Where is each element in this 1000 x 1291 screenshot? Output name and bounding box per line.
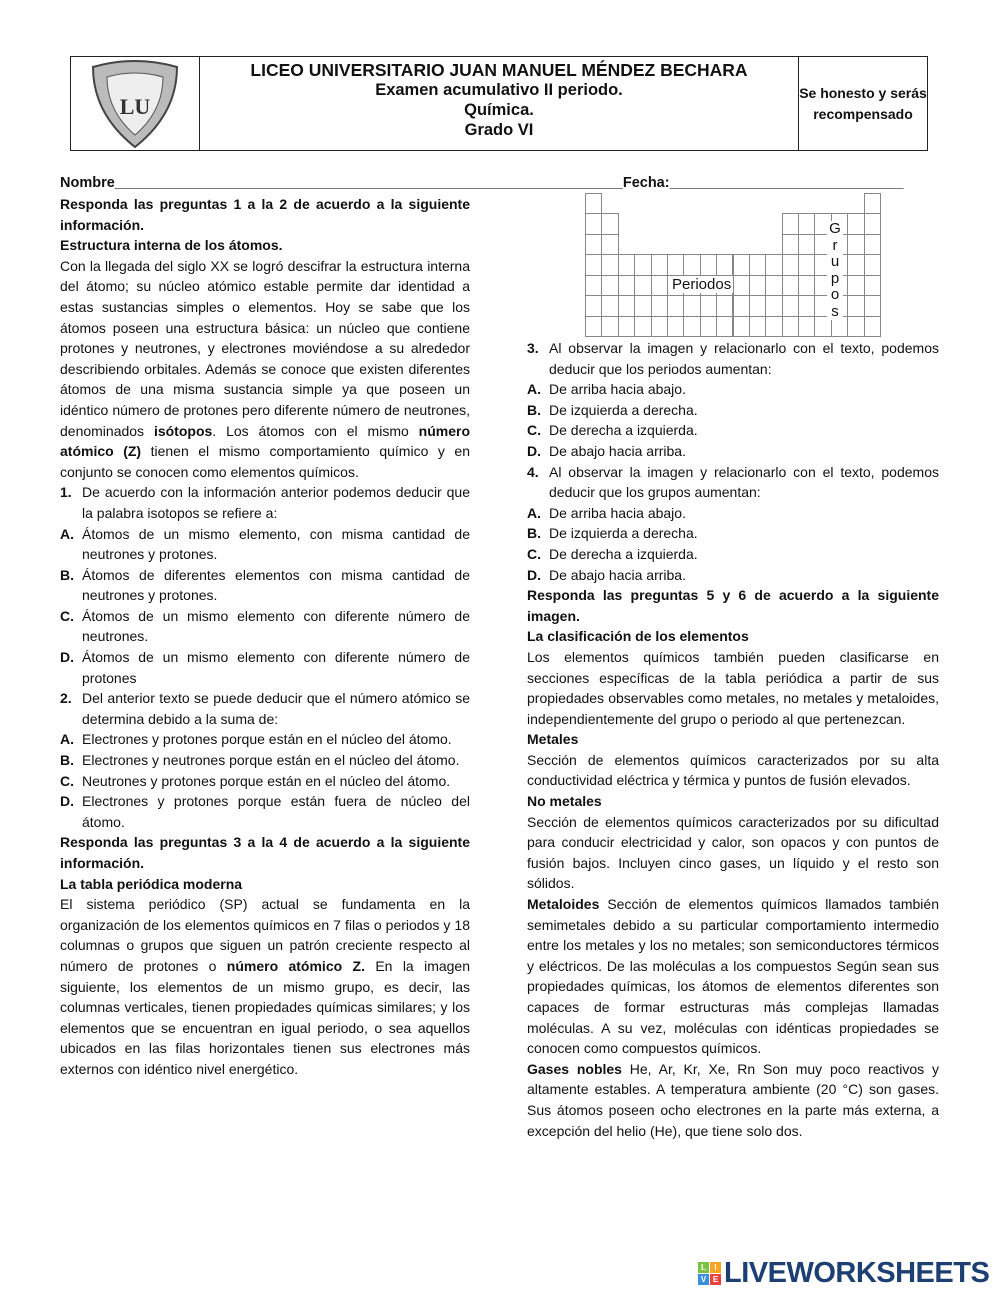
- table-cell: [847, 254, 864, 275]
- table-cell: [667, 316, 684, 337]
- table-cell: [749, 295, 766, 316]
- table-cell: [716, 295, 733, 316]
- table-cell: [749, 254, 766, 275]
- table-cell: [765, 295, 782, 316]
- question-stem: 3. Al observar la imagen y relacionarlo con el texto, podemos deducir que los periodos aumentan:: [527, 340, 939, 377]
- table-cell: [765, 275, 782, 296]
- answer-option[interactable]: [527, 441, 939, 462]
- table-cell: [847, 316, 864, 337]
- option-text: De arriba hacia abajo.: [549, 504, 686, 521]
- table-cell: [634, 316, 651, 337]
- table-cell: [667, 254, 684, 275]
- table-cell: [667, 295, 684, 316]
- table-cell: [798, 316, 815, 337]
- table-cell: [798, 234, 815, 255]
- gases-paragraph: Gases nobles He, Ar, Kr, Xe, Rn Son muy poco reactivos y altamente estables. A temperatura ambiente (20 °C) son gases. Sus átomos poseen ocho electrones en la parte más externa, a excepción del helio (He), que tiene solo dos.: [527, 1060, 939, 1139]
- option-text: Átomos de un mismo elemento, con misma cantidad de neutrones y protones.: [82, 525, 470, 563]
- table-cell: [601, 295, 618, 316]
- table-cell: [749, 275, 766, 296]
- table-cell: [798, 213, 815, 234]
- grade: Grado VI: [464, 121, 534, 139]
- option-text: Electrones y neutrones porque están en el núcleo del átomo.: [82, 752, 460, 769]
- subject: Química.: [464, 101, 534, 119]
- question-3: [527, 338, 939, 462]
- paragraph: Los elementos químicos también pueden clasificarse en secciones específicas de la tabla periódica a partir de sus propiedades observables como metales, no metales y metaloides, independientemente del grupo o periodo al que pertenezcan.: [527, 648, 939, 727]
- table-cell: [782, 316, 799, 337]
- question-stem: 4. Al observar la imagen y relacionarlo con el texto, podemos deducir que los grupos aumentan:: [527, 463, 939, 501]
- metales-heading: Metales: [527, 731, 579, 748]
- table-cell: [618, 295, 635, 316]
- option-text: De izquierda a derecha.: [549, 525, 698, 542]
- left-column: [60, 194, 470, 1080]
- table-cell: [765, 254, 782, 275]
- badge-letter: I: [710, 1262, 721, 1273]
- paragraph: El sistema periódico (SP) actual se fundamenta en la organización de los elementos químicos en 7 filas o periodos y 18 columnas o grupos que siguen un patrón creciente respecto al número de protones o número atómico Z. En la imagen siguiente, los elementos de un mismo grupo, es decir, las columnas verticales, tienen propiedades químicas similares; y los elementos que se encuentran en igual periodo, o sea aquellos ubicados en las filas horizontales tienen sus electrones más externos con idéntico nivel energético.: [60, 896, 471, 1077]
- answer-option[interactable]: [60, 771, 470, 792]
- option-letter: D.: [527, 566, 541, 583]
- table-cell: [601, 213, 618, 234]
- table-cell: [782, 213, 799, 234]
- option-letter: C.: [527, 545, 541, 562]
- table-cell: [733, 254, 750, 275]
- question-stem: 1. De acuerdo con la información anterior podemos deducir que la palabra isotopos se refiere a:: [60, 484, 470, 521]
- option-text: Electrones y protones porque están en el núcleo del átomo.: [82, 731, 452, 748]
- option-text: De arriba hacia abajo.: [549, 381, 686, 398]
- table-cell: [847, 295, 864, 316]
- option-text: Neutrones y protones porque están en el núcleo del átomo.: [82, 772, 451, 789]
- periods-label: Periodos: [672, 276, 732, 293]
- name-label: Nombre: [60, 175, 115, 191]
- section-heading: Estructura interna de los átomos.: [60, 237, 283, 254]
- table-cell: [716, 316, 733, 337]
- table-cell: [782, 275, 799, 296]
- table-cell: [683, 316, 700, 337]
- answer-option[interactable]: [527, 379, 939, 400]
- answer-option[interactable]: [60, 647, 470, 688]
- table-cell: [683, 295, 700, 316]
- table-cell: [651, 275, 668, 296]
- answer-option[interactable]: [527, 420, 939, 441]
- name-date-line: [60, 175, 940, 191]
- option-letter: D.: [60, 649, 74, 666]
- answer-option[interactable]: [60, 606, 470, 647]
- table-cell: [864, 234, 881, 255]
- badge-letter: E: [710, 1274, 721, 1285]
- option-letter: A.: [60, 731, 74, 748]
- table-cell: [651, 254, 668, 275]
- table-cell: [733, 295, 750, 316]
- option-letter: B.: [527, 525, 541, 542]
- option-letter: C.: [60, 607, 74, 624]
- school-name: LICEO UNIVERSITARIO JUAN MANUEL MÉNDEZ BECHARA: [250, 60, 748, 80]
- table-cell: [847, 234, 864, 255]
- badge-letter: L: [698, 1262, 709, 1273]
- table-cell: [651, 316, 668, 337]
- answer-option[interactable]: [60, 524, 470, 565]
- table-cell: [864, 275, 881, 296]
- table-cell: [585, 275, 602, 296]
- table-cell: [634, 254, 651, 275]
- option-text: De abajo hacia arriba.: [549, 566, 686, 583]
- table-cell: [683, 254, 700, 275]
- option-letter: D.: [527, 442, 541, 459]
- table-cell: [847, 275, 864, 296]
- answer-option[interactable]: [527, 544, 939, 565]
- table-cell: [864, 213, 881, 234]
- table-cell: [618, 316, 635, 337]
- brand-name: LIVEWORKSHEETS: [724, 1257, 990, 1289]
- option-text: Electrones y protones porque están fuera de núcleo del átomo.: [82, 793, 470, 830]
- metaloides-paragraph: Metaloides Sección de elementos químicos llamados también semimetales debido a su particular comportamiento intermedio entre los metales y los no metales; son semiconductores térmicos y eléctricos. De las moléculas a los compuestos Según sean sus propiedades químicas, los átomos de elementos diferentes son capaces de formar estructuras más complejas llamadas moléculas. A su vez, moléculas con idénticas propiedades se conocen como compuestos químicos.: [527, 896, 939, 1057]
- answer-option[interactable]: [60, 791, 470, 832]
- shield-logo-icon: [85, 59, 185, 149]
- exam-name: Examen acumulativo II periodo.: [375, 81, 623, 99]
- right-column: [527, 338, 939, 1141]
- table-cell: [733, 316, 750, 337]
- table-cell: [618, 275, 635, 296]
- section-heading: La clasificación de los elementos: [527, 628, 749, 645]
- table-cell: [585, 254, 602, 275]
- table-cell: [700, 254, 717, 275]
- table-cell: [585, 234, 602, 255]
- option-letter: D.: [60, 793, 74, 810]
- table-cell: [585, 193, 602, 214]
- question-4: [527, 462, 939, 586]
- table-cell: [798, 295, 815, 316]
- table-cell: [601, 316, 618, 337]
- option-letter: C.: [527, 422, 541, 439]
- table-cell: [864, 295, 881, 316]
- liveworksheets-logo: [698, 1257, 989, 1290]
- option-text: Átomos de diferentes elementos con misma cantidad de neutrones y protones.: [82, 566, 470, 604]
- table-cell: [847, 213, 864, 234]
- instruction: Responda las preguntas 1 a la 2 de acuerdo a la siguiente información.: [60, 196, 470, 233]
- question-stem: 2. Del anterior texto se puede deducir que el número atómico se determina debido a la suma de:: [60, 690, 470, 727]
- table-cell: [700, 295, 717, 316]
- nometales-heading: No metales: [527, 793, 602, 810]
- table-cell: [765, 316, 782, 337]
- table-cell: [716, 254, 733, 275]
- answer-option[interactable]: [60, 750, 470, 771]
- table-cell: [782, 234, 799, 255]
- table-cell: [798, 254, 815, 275]
- option-letter: C.: [60, 772, 74, 789]
- name-field[interactable]: _______________________________________________________________: [114, 175, 623, 191]
- svg-text:LU: LU: [119, 93, 151, 119]
- answer-option[interactable]: [527, 523, 939, 544]
- table-cell: [651, 295, 668, 316]
- answer-option[interactable]: [527, 565, 939, 586]
- table-cell: [782, 254, 799, 275]
- header-box: [70, 56, 928, 151]
- option-text: De derecha a izquierda.: [549, 422, 698, 439]
- instruction: Responda las preguntas 3 a la 4 de acuerdo a la siguiente información.: [60, 834, 470, 871]
- table-cell: [634, 295, 651, 316]
- instruction: Responda las preguntas 5 y 6 de acuerdo a la siguiente imagen.: [527, 587, 939, 624]
- table-cell: [782, 295, 799, 316]
- paragraph: Con la llegada del siglo XX se logró descifrar la estructura interna del átomo; su núcleo atómico estable permite dar identidad a estas sustancias simples o elementos. Hoy se sabe que los átomos poseen una estructura básica: un núcleo que contiene protones y neutrones, y electrones moviéndose a su alrededor describiendo orbitales. Además se conoce que existen diferentes átomos de una misma sustancia simple ya que poseen un idéntico número de protones pero diferente número de neutrones, denominados isótopos. Los átomos con el mismo número atómico (Z) tienen el mismo comportamiento químico y en conjunto se conocen como elementos químicos.: [60, 257, 470, 480]
- option-letter: B.: [60, 566, 74, 583]
- table-cell: [749, 316, 766, 337]
- date-field[interactable]: _____________________________: [669, 175, 904, 191]
- live-badge-icon: [698, 1262, 721, 1285]
- table-cell: [864, 193, 881, 214]
- nometales-text: Sección de elementos químicos caracterizados por su dificultad para conducir electricidad y calor, son opacos y con puntos de fusión bajos. Incluyen cinco gases, un líquido y el resto son sólidos.: [527, 813, 939, 892]
- option-letter: B.: [60, 752, 74, 769]
- header-title: [200, 57, 799, 150]
- table-cell: [585, 213, 602, 234]
- section-heading: La tabla periódica moderna: [60, 875, 243, 892]
- option-text: Átomos de un mismo elemento con diferente número de neutrones.: [82, 607, 470, 645]
- date-label: Fecha:: [622, 175, 670, 191]
- table-cell: [601, 275, 618, 296]
- table-cell: [601, 234, 618, 255]
- school-logo: [71, 57, 200, 150]
- table-cell: [601, 254, 618, 275]
- table-cell: [700, 316, 717, 337]
- table-cell: [798, 275, 815, 296]
- option-text: Átomos de un mismo elemento con diferente número de protones: [82, 649, 470, 686]
- table-cell: [733, 275, 750, 296]
- option-text: De derecha a izquierda.: [549, 545, 698, 562]
- option-letter: A.: [527, 504, 541, 521]
- table-cell: [585, 316, 602, 337]
- table-cell: [864, 254, 881, 275]
- answer-option[interactable]: [60, 565, 470, 606]
- answer-option[interactable]: [527, 503, 939, 524]
- option-letter: A.: [60, 525, 74, 542]
- table-cell: [618, 254, 635, 275]
- motto: Se honesto y serás recompensado: [799, 84, 927, 122]
- groups-label: G r u p o s: [827, 221, 843, 320]
- answer-option[interactable]: [60, 729, 470, 750]
- answer-option[interactable]: [527, 400, 939, 421]
- table-cell: [585, 295, 602, 316]
- periodic-table-figure: [585, 193, 880, 336]
- table-cell: [864, 316, 881, 337]
- question-1: [60, 482, 470, 688]
- option-text: De abajo hacia arriba.: [549, 442, 686, 459]
- option-text: De izquierda a derecha.: [549, 401, 698, 418]
- badge-letter: V: [698, 1274, 709, 1285]
- option-letter: B.: [527, 401, 541, 418]
- option-letter: A.: [527, 381, 541, 398]
- metales-text: Sección de elementos químicos caracterizados por su alta conductividad eléctrica y térmica y puntos de fusión elevados.: [527, 751, 939, 789]
- table-cell: [634, 275, 651, 296]
- question-2: [60, 688, 470, 832]
